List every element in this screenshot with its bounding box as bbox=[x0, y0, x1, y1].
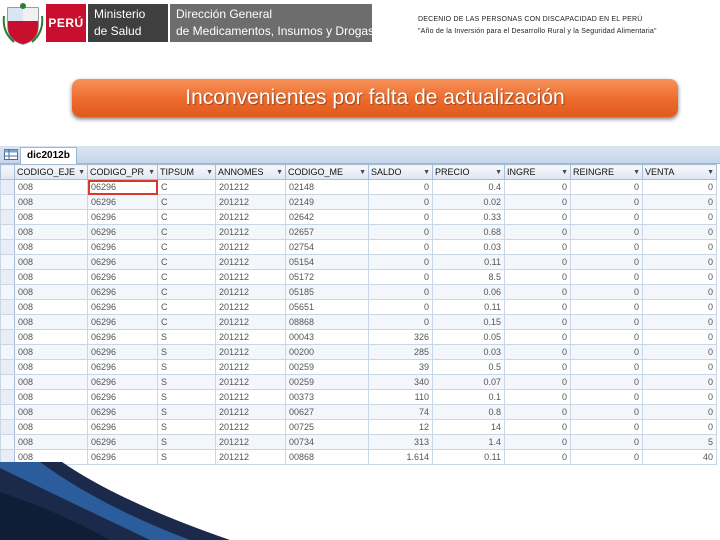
table-cell[interactable]: 201212 bbox=[216, 420, 286, 435]
row-selector[interactable] bbox=[1, 240, 15, 255]
table-cell[interactable]: 201212 bbox=[216, 450, 286, 465]
table-cell[interactable]: 0.68 bbox=[433, 225, 505, 240]
table-cell[interactable]: 0.11 bbox=[433, 450, 505, 465]
row-selector[interactable] bbox=[1, 420, 15, 435]
ministry-line-2: de Salud bbox=[94, 24, 142, 38]
table-cell[interactable]: 0 bbox=[643, 240, 717, 255]
table-cell[interactable]: 0 bbox=[505, 285, 571, 300]
table-cell[interactable]: 008 bbox=[15, 285, 88, 300]
table-cell[interactable]: 0.07 bbox=[433, 375, 505, 390]
table-cell[interactable]: S bbox=[158, 345, 216, 360]
table-cell[interactable]: 00259 bbox=[286, 360, 369, 375]
column-header-ingre[interactable] bbox=[505, 165, 571, 180]
table-row[interactable] bbox=[1, 210, 717, 225]
table-cell[interactable]: 06296 bbox=[88, 375, 158, 390]
column-header-label: TIPSUM bbox=[160, 167, 195, 177]
table-cell[interactable]: 05154 bbox=[286, 255, 369, 270]
table-cell[interactable]: C bbox=[158, 300, 216, 315]
table-cell[interactable]: 0 bbox=[369, 225, 433, 240]
table-cell[interactable]: 0 bbox=[505, 360, 571, 375]
table-cell[interactable]: 06296 bbox=[88, 195, 158, 210]
table-cell[interactable]: 201212 bbox=[216, 315, 286, 330]
table-cell[interactable]: 0 bbox=[643, 390, 717, 405]
table-cell[interactable]: S bbox=[158, 360, 216, 375]
table-cell[interactable]: 40 bbox=[643, 450, 717, 465]
table-cell[interactable]: 0 bbox=[571, 270, 643, 285]
table-row[interactable] bbox=[1, 180, 717, 195]
table-cell[interactable]: 0 bbox=[571, 420, 643, 435]
column-header-venta[interactable] bbox=[643, 165, 717, 180]
table-cell[interactable]: 0 bbox=[505, 330, 571, 345]
header-row bbox=[1, 165, 717, 180]
sort-dropdown-icon[interactable]: ▼ bbox=[276, 169, 283, 176]
table-cell[interactable]: C bbox=[158, 195, 216, 210]
table-cell[interactable]: 008 bbox=[15, 300, 88, 315]
table-cell[interactable]: 05185 bbox=[286, 285, 369, 300]
table-cell[interactable]: 313 bbox=[369, 435, 433, 450]
table-cell[interactable]: 06296 bbox=[88, 450, 158, 465]
table-cell[interactable]: 06296 bbox=[88, 240, 158, 255]
table-cell[interactable]: 201212 bbox=[216, 390, 286, 405]
table-cell[interactable]: 0 bbox=[643, 255, 717, 270]
sort-dropdown-icon[interactable]: ▼ bbox=[633, 169, 640, 176]
table-row[interactable] bbox=[1, 240, 717, 255]
table-row[interactable] bbox=[1, 345, 717, 360]
table-cell[interactable]: 02149 bbox=[286, 195, 369, 210]
table-cell[interactable]: 008 bbox=[15, 315, 88, 330]
table-cell[interactable]: 0 bbox=[643, 345, 717, 360]
table-row[interactable] bbox=[1, 375, 717, 390]
table-cell[interactable]: 06296 bbox=[88, 180, 158, 195]
ministry-label bbox=[88, 4, 168, 42]
table-cell[interactable]: 0 bbox=[369, 255, 433, 270]
table-row[interactable] bbox=[1, 315, 717, 330]
table-cell[interactable]: 0 bbox=[505, 240, 571, 255]
row-selector[interactable] bbox=[1, 435, 15, 450]
table-cell[interactable]: 201212 bbox=[216, 210, 286, 225]
table-cell[interactable]: 285 bbox=[369, 345, 433, 360]
table-row[interactable] bbox=[1, 390, 717, 405]
coat-of-arms-icon bbox=[2, 2, 44, 46]
table-cell[interactable]: 0 bbox=[643, 210, 717, 225]
table-row[interactable] bbox=[1, 435, 717, 450]
column-header-label: PRECIO bbox=[435, 167, 470, 177]
table-cell[interactable]: 0 bbox=[505, 225, 571, 240]
column-header-label: CODIGO_EJE bbox=[17, 167, 76, 177]
table-cell[interactable]: 0.02 bbox=[433, 195, 505, 210]
table-cell[interactable]: 0.11 bbox=[433, 255, 505, 270]
table-cell[interactable]: 0 bbox=[643, 405, 717, 420]
table-cell[interactable]: 00373 bbox=[286, 390, 369, 405]
table-cell[interactable]: 008 bbox=[15, 225, 88, 240]
column-header-label: CODIGO_PR bbox=[90, 167, 145, 177]
header-bar bbox=[0, 0, 720, 50]
table-cell[interactable]: 0 bbox=[643, 300, 717, 315]
table-cell[interactable]: 0.4 bbox=[433, 180, 505, 195]
table-cell[interactable]: 06296 bbox=[88, 420, 158, 435]
table-cell[interactable]: 201212 bbox=[216, 255, 286, 270]
table-cell[interactable]: 008 bbox=[15, 195, 88, 210]
table-cell[interactable]: 0 bbox=[505, 300, 571, 315]
table-cell[interactable]: 0.15 bbox=[433, 315, 505, 330]
table-row[interactable] bbox=[1, 405, 717, 420]
slide-title: Inconvenientes por falta de actualización bbox=[185, 86, 565, 109]
row-selector[interactable] bbox=[1, 345, 15, 360]
table-cell[interactable]: 06296 bbox=[88, 330, 158, 345]
table-cell[interactable]: 0 bbox=[571, 375, 643, 390]
column-header-codigo-eje[interactable] bbox=[15, 165, 88, 180]
table-cell[interactable]: 74 bbox=[369, 405, 433, 420]
table-cell[interactable]: C bbox=[158, 225, 216, 240]
table-cell[interactable]: 008 bbox=[15, 390, 88, 405]
table-cell[interactable]: 0 bbox=[505, 270, 571, 285]
select-all-cell[interactable] bbox=[1, 165, 15, 180]
sort-dropdown-icon[interactable]: ▼ bbox=[78, 169, 85, 176]
table-cell[interactable]: 05651 bbox=[286, 300, 369, 315]
table-cell[interactable]: 06296 bbox=[88, 255, 158, 270]
table-cell[interactable]: C bbox=[158, 210, 216, 225]
table-cell[interactable]: 0 bbox=[571, 210, 643, 225]
table-cell[interactable]: 8.5 bbox=[433, 270, 505, 285]
table-cell[interactable]: 12 bbox=[369, 420, 433, 435]
table-cell[interactable]: 00725 bbox=[286, 420, 369, 435]
table-cell[interactable]: 0.5 bbox=[433, 360, 505, 375]
table-row[interactable] bbox=[1, 270, 717, 285]
table-cell[interactable]: 008 bbox=[15, 450, 88, 465]
table-cell[interactable]: S bbox=[158, 390, 216, 405]
row-selector[interactable] bbox=[1, 270, 15, 285]
row-selector[interactable] bbox=[1, 285, 15, 300]
table-cell[interactable]: 0 bbox=[571, 255, 643, 270]
table-cell[interactable]: 0 bbox=[643, 420, 717, 435]
column-header-label: SALDO bbox=[371, 167, 402, 177]
table-cell[interactable]: 5 bbox=[643, 435, 717, 450]
sort-dropdown-icon[interactable]: ▼ bbox=[423, 169, 430, 176]
row-selector[interactable] bbox=[1, 315, 15, 330]
decenio-line-2: "Año de la Inversión para el Desarrollo Rural y la Seguridad Alimentaria" bbox=[418, 28, 657, 35]
table-cell[interactable]: 0 bbox=[571, 360, 643, 375]
table-cell[interactable]: 008 bbox=[15, 345, 88, 360]
table-cell[interactable]: 0.8 bbox=[433, 405, 505, 420]
table-cell[interactable]: 0 bbox=[643, 285, 717, 300]
table-cell[interactable]: S bbox=[158, 375, 216, 390]
table-cell[interactable]: 201212 bbox=[216, 195, 286, 210]
table-cell[interactable]: 0 bbox=[505, 420, 571, 435]
table-row[interactable] bbox=[1, 420, 717, 435]
sort-dropdown-icon[interactable]: ▼ bbox=[359, 169, 366, 176]
table-cell[interactable]: 008 bbox=[15, 330, 88, 345]
column-header-label: VENTA bbox=[645, 167, 675, 177]
column-header-label: REINGRE bbox=[573, 167, 615, 177]
table-cell[interactable]: 0 bbox=[505, 390, 571, 405]
table-cell[interactable]: 0 bbox=[643, 360, 717, 375]
row-selector[interactable] bbox=[1, 405, 15, 420]
table-cell[interactable]: 0.11 bbox=[433, 300, 505, 315]
tab-strip bbox=[0, 146, 720, 164]
table-cell[interactable]: 008 bbox=[15, 435, 88, 450]
table-cell[interactable]: 0 bbox=[643, 375, 717, 390]
table-cell[interactable]: S bbox=[158, 420, 216, 435]
table-cell[interactable]: 201212 bbox=[216, 345, 286, 360]
table-cell[interactable]: 0 bbox=[571, 405, 643, 420]
table-cell[interactable]: 0 bbox=[505, 375, 571, 390]
column-header-annomes[interactable] bbox=[216, 165, 286, 180]
table-cell[interactable]: 00200 bbox=[286, 345, 369, 360]
table-cell[interactable]: 06296 bbox=[88, 270, 158, 285]
table-cell[interactable]: C bbox=[158, 315, 216, 330]
table-cell[interactable]: 0 bbox=[505, 435, 571, 450]
table-cell[interactable]: 326 bbox=[369, 330, 433, 345]
table-cell[interactable]: 340 bbox=[369, 375, 433, 390]
table-cell[interactable]: 0 bbox=[369, 270, 433, 285]
table-cell[interactable]: 02657 bbox=[286, 225, 369, 240]
table-cell[interactable]: 008 bbox=[15, 405, 88, 420]
table-cell[interactable]: 008 bbox=[15, 240, 88, 255]
table-cell[interactable]: 201212 bbox=[216, 360, 286, 375]
table-cell[interactable]: 008 bbox=[15, 210, 88, 225]
table-cell[interactable]: 0 bbox=[505, 255, 571, 270]
table-cell[interactable]: 0 bbox=[643, 180, 717, 195]
row-selector[interactable] bbox=[1, 180, 15, 195]
table-cell[interactable]: 06296 bbox=[88, 315, 158, 330]
table-cell[interactable]: 0 bbox=[571, 345, 643, 360]
sort-dropdown-icon[interactable]: ▼ bbox=[707, 169, 714, 176]
table-cell[interactable]: 201212 bbox=[216, 300, 286, 315]
table-cell[interactable]: 008 bbox=[15, 420, 88, 435]
table-row[interactable] bbox=[1, 285, 717, 300]
table-cell[interactable]: 0.03 bbox=[433, 345, 505, 360]
column-header-codigo-pr[interactable] bbox=[88, 165, 158, 180]
table-cell[interactable]: 00259 bbox=[286, 375, 369, 390]
direction-line-2: de Medicamentos, Insumos y Drogas bbox=[176, 24, 375, 38]
table-cell[interactable]: 0.03 bbox=[433, 240, 505, 255]
table-row[interactable] bbox=[1, 330, 717, 345]
table-cell[interactable]: 0 bbox=[505, 405, 571, 420]
table-cell[interactable]: 0 bbox=[643, 315, 717, 330]
table-cell[interactable]: 02148 bbox=[286, 180, 369, 195]
decenio-text bbox=[418, 14, 718, 38]
table-cell[interactable]: 06296 bbox=[88, 285, 158, 300]
table-cell[interactable]: 39 bbox=[369, 360, 433, 375]
row-selector[interactable] bbox=[1, 195, 15, 210]
table-cell[interactable]: 0 bbox=[369, 210, 433, 225]
table-cell[interactable]: 201212 bbox=[216, 435, 286, 450]
table-cell[interactable]: 06296 bbox=[88, 360, 158, 375]
table-cell[interactable]: 06296 bbox=[88, 390, 158, 405]
table-cell[interactable]: 0.33 bbox=[433, 210, 505, 225]
table-cell[interactable]: 0 bbox=[571, 435, 643, 450]
direction-label bbox=[170, 4, 375, 42]
table-cell[interactable]: 0 bbox=[643, 270, 717, 285]
sort-dropdown-icon[interactable]: ▼ bbox=[148, 169, 155, 176]
sort-dropdown-icon[interactable]: ▼ bbox=[495, 169, 502, 176]
row-selector[interactable] bbox=[1, 225, 15, 240]
table-cell[interactable]: S bbox=[158, 450, 216, 465]
table-cell[interactable]: 201212 bbox=[216, 405, 286, 420]
table-cell[interactable]: 00627 bbox=[286, 405, 369, 420]
table-cell[interactable]: C bbox=[158, 285, 216, 300]
table-cell[interactable]: 02642 bbox=[286, 210, 369, 225]
table-cell[interactable]: 06296 bbox=[88, 345, 158, 360]
table-cell[interactable]: S bbox=[158, 405, 216, 420]
table-cell[interactable]: 0 bbox=[369, 195, 433, 210]
row-selector[interactable] bbox=[1, 330, 15, 345]
table-cell[interactable]: 0 bbox=[571, 225, 643, 240]
tab-dic2012b[interactable]: dic2012b bbox=[20, 147, 77, 164]
table-cell[interactable]: 1.4 bbox=[433, 435, 505, 450]
table-cell[interactable]: 008 bbox=[15, 255, 88, 270]
table-row[interactable] bbox=[1, 255, 717, 270]
table-cell[interactable]: 0 bbox=[505, 180, 571, 195]
column-header-label: CODIGO_ME bbox=[288, 167, 344, 177]
table-cell[interactable]: 201212 bbox=[216, 375, 286, 390]
table-cell[interactable]: 008 bbox=[15, 270, 88, 285]
table-cell[interactable]: 0 bbox=[505, 315, 571, 330]
table-cell[interactable]: 0 bbox=[571, 300, 643, 315]
table-cell[interactable]: 0 bbox=[571, 195, 643, 210]
table-row[interactable] bbox=[1, 360, 717, 375]
column-header-precio[interactable] bbox=[433, 165, 505, 180]
table-cell[interactable]: 1.614 bbox=[369, 450, 433, 465]
row-selector[interactable] bbox=[1, 210, 15, 225]
table-cell[interactable]: 00868 bbox=[286, 450, 369, 465]
data-grid bbox=[0, 164, 717, 465]
column-header-codigo-me[interactable] bbox=[286, 165, 369, 180]
table-cell[interactable]: 02754 bbox=[286, 240, 369, 255]
sort-dropdown-icon[interactable]: ▼ bbox=[561, 169, 568, 176]
table-cell[interactable]: 06296 bbox=[88, 405, 158, 420]
table-cell[interactable]: 06296 bbox=[88, 435, 158, 450]
table-cell[interactable]: 201212 bbox=[216, 225, 286, 240]
decenio-line-1: DECENIO DE LAS PERSONAS CON DISCAPACIDAD EN EL PERÚ bbox=[418, 16, 643, 23]
table-cell[interactable]: 06296 bbox=[88, 210, 158, 225]
table-cell[interactable]: 0 bbox=[571, 315, 643, 330]
slide-title-banner bbox=[72, 79, 678, 117]
table-cell[interactable]: 00734 bbox=[286, 435, 369, 450]
table-cell[interactable]: 008 bbox=[15, 180, 88, 195]
column-header-tipsum[interactable] bbox=[158, 165, 216, 180]
table-cell[interactable]: 0.06 bbox=[433, 285, 505, 300]
table-cell[interactable]: 0 bbox=[571, 390, 643, 405]
table-cell[interactable]: 0 bbox=[505, 345, 571, 360]
table-cell[interactable]: C bbox=[158, 240, 216, 255]
table-cell[interactable]: 05172 bbox=[286, 270, 369, 285]
table-cell[interactable]: 0 bbox=[369, 285, 433, 300]
column-header-label: ANNOMES bbox=[218, 167, 264, 177]
table-cell[interactable]: 0 bbox=[505, 195, 571, 210]
table-cell[interactable]: 08868 bbox=[286, 315, 369, 330]
table-cell[interactable]: 0 bbox=[643, 195, 717, 210]
table-row[interactable] bbox=[1, 225, 717, 240]
column-header-saldo[interactable] bbox=[369, 165, 433, 180]
table-cell[interactable]: 0 bbox=[505, 210, 571, 225]
table-cell[interactable]: 14 bbox=[433, 420, 505, 435]
table-cell[interactable]: 0 bbox=[369, 315, 433, 330]
table-cell[interactable]: 00043 bbox=[286, 330, 369, 345]
table-cell[interactable]: S bbox=[158, 330, 216, 345]
table-cell[interactable]: 0 bbox=[571, 330, 643, 345]
peru-badge bbox=[46, 4, 86, 42]
table-cell[interactable]: 008 bbox=[15, 360, 88, 375]
row-selector[interactable] bbox=[1, 300, 15, 315]
table-cell[interactable]: 0 bbox=[369, 300, 433, 315]
table-cell[interactable]: 0 bbox=[505, 450, 571, 465]
table-cell[interactable]: C bbox=[158, 255, 216, 270]
table-cell[interactable]: 06296 bbox=[88, 300, 158, 315]
table-cell[interactable]: 06296 bbox=[88, 225, 158, 240]
table-row[interactable] bbox=[1, 195, 717, 210]
table-cell[interactable]: 201212 bbox=[216, 285, 286, 300]
table-cell[interactable]: S bbox=[158, 435, 216, 450]
row-selector[interactable] bbox=[1, 390, 15, 405]
table-cell[interactable]: 0 bbox=[571, 285, 643, 300]
table-icon bbox=[4, 149, 18, 160]
column-header-label: INGRE bbox=[507, 167, 536, 177]
direction-line-1: Dirección General bbox=[176, 7, 273, 21]
sort-dropdown-icon[interactable]: ▼ bbox=[206, 169, 213, 176]
row-selector[interactable] bbox=[1, 255, 15, 270]
table-cell[interactable]: 0 bbox=[571, 450, 643, 465]
table-cell[interactable]: C bbox=[158, 270, 216, 285]
table-cell[interactable]: 0 bbox=[643, 225, 717, 240]
table-cell[interactable]: 110 bbox=[369, 390, 433, 405]
table-cell[interactable]: 0 bbox=[369, 180, 433, 195]
table-cell[interactable]: 201212 bbox=[216, 180, 286, 195]
table-cell[interactable]: 0.1 bbox=[433, 390, 505, 405]
row-selector[interactable] bbox=[1, 360, 15, 375]
table-cell[interactable]: 201212 bbox=[216, 240, 286, 255]
decorative-swoosh bbox=[0, 462, 720, 540]
datasheet-window bbox=[0, 146, 720, 470]
table-cell[interactable]: 0.05 bbox=[433, 330, 505, 345]
table-cell[interactable]: 0 bbox=[369, 240, 433, 255]
ministry-line-1: Ministerio bbox=[94, 7, 146, 21]
table-cell[interactable]: 0 bbox=[643, 330, 717, 345]
table-cell[interactable]: 008 bbox=[15, 375, 88, 390]
table-cell[interactable]: 201212 bbox=[216, 330, 286, 345]
table-cell[interactable]: 0 bbox=[571, 240, 643, 255]
row-selector[interactable] bbox=[1, 375, 15, 390]
table-cell[interactable]: C bbox=[158, 180, 216, 195]
column-header-reingre[interactable] bbox=[571, 165, 643, 180]
table-row[interactable] bbox=[1, 300, 717, 315]
table-cell[interactable]: 201212 bbox=[216, 270, 286, 285]
table-cell[interactable]: 0 bbox=[571, 180, 643, 195]
peru-label: PERÚ bbox=[48, 16, 84, 30]
